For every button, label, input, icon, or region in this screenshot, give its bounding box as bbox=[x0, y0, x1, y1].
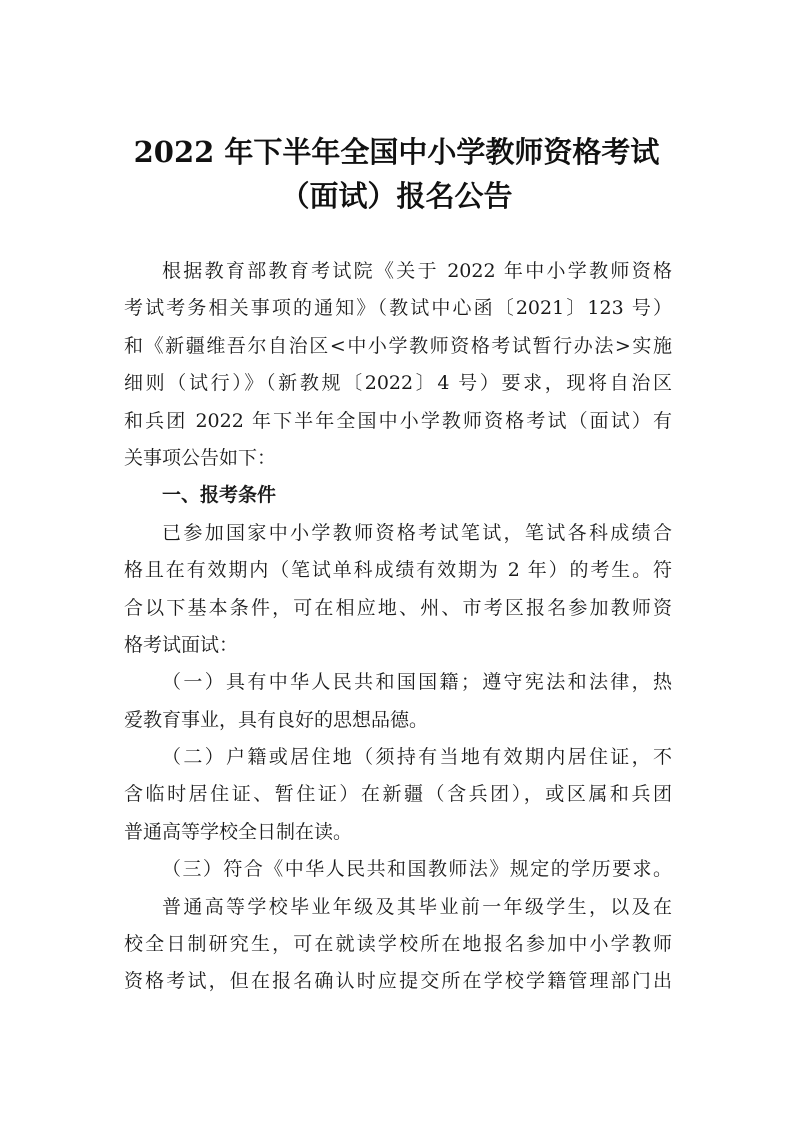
title-line-2: （面试）报名公告 bbox=[280, 179, 513, 213]
body-line: 关事项公告如下： bbox=[124, 446, 277, 469]
body-line: 已参加国家中小学教师资格考试笔试，笔试各科成绩合 bbox=[162, 521, 672, 544]
document-body bbox=[124, 253, 672, 1001]
body-line: 资格考试，但在报名确认时应提交所在学校学籍管理部门出 bbox=[124, 970, 672, 993]
body-line: 根据教育部教育考试院《关于 2022 年中小学教师资格 bbox=[162, 260, 672, 282]
body-line: （二）户籍或居住地（须持有当地有效期内居住证，不 bbox=[162, 746, 672, 769]
body-line: 细则（试行）》（新教规〔2022〕4 号）要求，现将自治区 bbox=[124, 372, 672, 395]
body-line: 普通高等学校全日制在读。 bbox=[124, 820, 353, 843]
body-line: 和兵团 2022 年下半年全国中小学教师资格考试（面试）有 bbox=[124, 409, 672, 432]
body-line: 格考试面试： bbox=[124, 633, 239, 656]
body-line: 爱教育事业，具有良好的思想品德。 bbox=[124, 708, 429, 731]
body-line: 考试考务相关事项的通知》（教试中心函〔2021〕123 号） bbox=[124, 297, 672, 320]
document-title bbox=[0, 130, 793, 218]
section-heading: 一、报考条件 bbox=[162, 484, 277, 507]
body-line: 普通高等学校毕业年级及其毕业前一年级学生，以及在 bbox=[162, 895, 672, 918]
body-line: 和《新疆维吾尔自治区<中小学教师资格考试暂行办法>实施 bbox=[124, 334, 672, 357]
body-line: 合以下基本条件，可在相应地、州、市考区报名参加教师资 bbox=[124, 596, 672, 619]
body-line: 校全日制研究生，可在就读学校所在地报名参加中小学教师 bbox=[124, 933, 672, 956]
body-line: （三）符合《中华人民共和国教师法》规定的学历要求。 bbox=[162, 858, 672, 881]
body-line: 含临时居住证、暂住证）在新疆（含兵团），或区属和兵团 bbox=[124, 783, 672, 806]
body-line: 格且在有效期内（笔试单科成绩有效期为 2 年）的考生。符 bbox=[124, 559, 672, 582]
title-line-1: 2022 年下半年全国中小学教师资格考试 bbox=[133, 135, 660, 169]
body-line: （一）具有中华人民共和国国籍；遵守宪法和法律，热 bbox=[162, 671, 672, 694]
